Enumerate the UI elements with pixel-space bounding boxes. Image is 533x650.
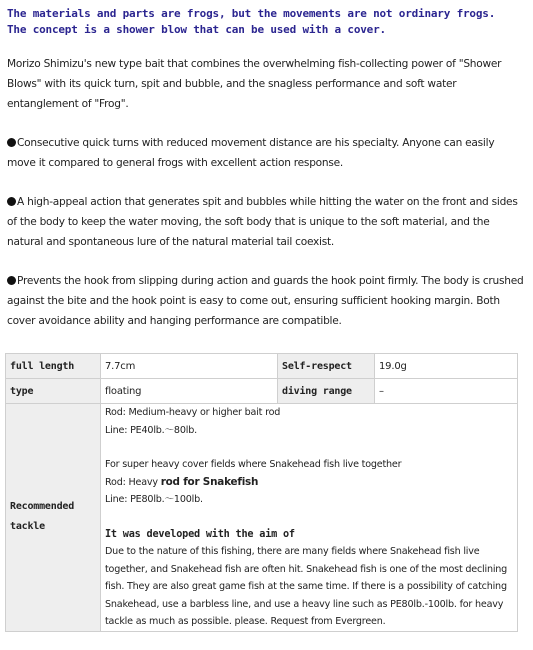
type-value: floating: [101, 379, 278, 404]
self-respect-value: 19.0g: [375, 354, 518, 379]
tackle-line-heavy: Line: PE80lb.〜100lb.: [105, 494, 203, 505]
tackle-line: Line: PE40lb.〜80lb.: [105, 424, 197, 436]
development-aim-body: Due to the nature of this fishing, there are many fields where Snakehead fish live together, and Snakehead fish are often hit. Snakehead fish is one of the most declining fish. They are also great game fish at the same time. If there is a possibility of catching Snakehead, use a barbless line, and use a heavy line such as PE80lb.-100lb. for heavy tackle as much as possible. please. Request from Evergreen.: [105, 546, 508, 627]
full-length-label: full length: [6, 354, 101, 379]
diving-range-label: diving range: [278, 379, 375, 404]
feature-text: A high-appeal action that generates spit and bubbles while hitting the water on the front and sides of the body to keep the water moving, the soft body that is unique to the soft material, and the natural and spontaneous lure of the natural material tail coexist.: [7, 196, 518, 248]
spec-row: [6, 404, 518, 632]
recommended-tackle-value: [101, 404, 518, 632]
recommended-tackle-label: [6, 404, 101, 632]
spec-row: [6, 379, 518, 404]
tackle-rod-emphasis: rod for Snakefish: [160, 475, 259, 488]
spec-table: [5, 353, 518, 632]
bullet-icon: [7, 138, 16, 147]
tackle-label-line: tackle: [10, 521, 45, 533]
intro-paragraph: Morizo Shimizu's new type bait that combines the overwhelming fish-collecting power of "Shower Blows" with its quick turn, spit and bubble, and the snagless performance and soft water entanglement of "Frog".: [7, 58, 502, 110]
tackle-rod-prefix: Rod: Heavy: [105, 476, 161, 488]
full-length-value: 7.7cm: [101, 354, 278, 379]
product-description-page: [0, 6, 533, 650]
self-respect-label: Self-respect: [278, 354, 375, 379]
headline-line-1: The materials and parts are frogs, but the movements are not ordinary frogs.: [7, 7, 496, 20]
bullet-icon: [7, 197, 16, 206]
feature-text: Prevents the hook from slipping during action and guards the hook point firmly. The body is crushed against the bite and the hook point is easy to come out, ensuring sufficient hooking margin. Both cover avoidance ability and hanging performance are compatible.: [7, 275, 524, 327]
feature-paragraph: [7, 271, 526, 331]
tackle-rod-heavy: [105, 474, 513, 492]
headline: [7, 6, 526, 38]
feature-paragraph: [7, 192, 526, 252]
headline-line-2: The concept is a shower blow that can be used with a cover.: [7, 23, 386, 36]
bullet-icon: [7, 276, 16, 285]
feature-text: Consecutive quick turns with reduced movement distance are his specialty. Anyone can easily move it compared to general frogs with excellent action response.: [7, 137, 495, 169]
tackle-label-line: Recommended: [10, 501, 75, 513]
feature-paragraph: [7, 133, 526, 173]
spec-row: [6, 354, 518, 379]
tackle-rod: Rod: Medium-heavy or higher bait rod: [105, 407, 281, 418]
diving-range-value: –: [375, 379, 518, 404]
type-label: type: [6, 379, 101, 404]
development-aim-title: It was developed with the aim of: [105, 528, 295, 540]
tackle-cover-note: For super heavy cover fields where Snakehead fish live together: [105, 459, 402, 470]
